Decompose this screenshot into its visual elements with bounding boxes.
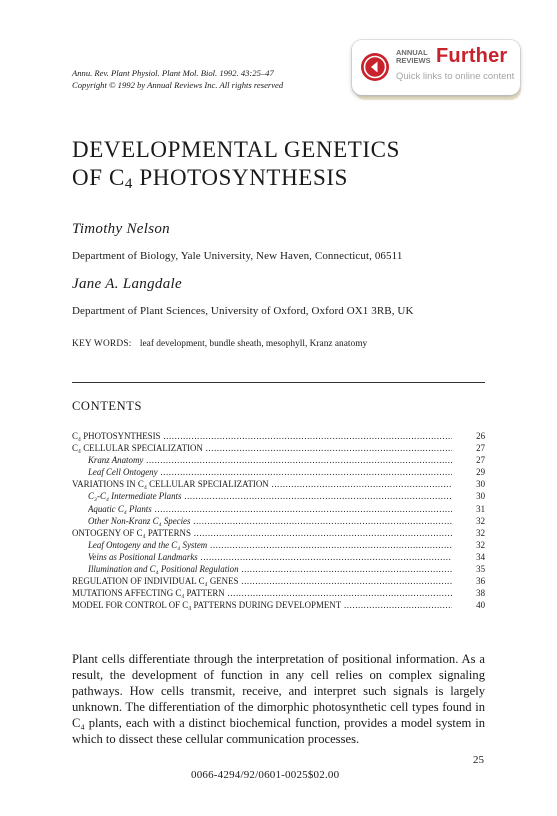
toc-entry[interactable] bbox=[72, 540, 485, 551]
toc-entry[interactable] bbox=[72, 491, 485, 502]
toc-entry[interactable] bbox=[72, 467, 485, 478]
toc-entry-page: 40 bbox=[476, 600, 485, 611]
toc-entry[interactable] bbox=[72, 576, 485, 587]
toc-entry[interactable] bbox=[72, 600, 485, 611]
toc-entry-page: 30 bbox=[476, 491, 485, 502]
toc-entry[interactable] bbox=[72, 455, 485, 466]
toc-entry[interactable] bbox=[72, 528, 485, 539]
title-subscript: 4 bbox=[124, 176, 134, 192]
toc-entry[interactable] bbox=[72, 564, 485, 575]
toc-entry-title: C₃-C₄ Intermediate Plants ..... bbox=[88, 491, 452, 502]
right-arrow-circle-icon bbox=[360, 52, 390, 82]
toc-entry[interactable] bbox=[72, 552, 485, 563]
author-name: Jane A. Langdale bbox=[72, 276, 182, 292]
banner-subtitle: Quick links to online content bbox=[396, 71, 515, 82]
toc-entry-page: 32 bbox=[476, 527, 485, 538]
author-affiliation: Department of Biology, Yale University, New Haven, Connecticut, 06511 bbox=[72, 250, 403, 262]
toc-entry[interactable] bbox=[72, 588, 485, 599]
keywords-label: KEY WORDS: bbox=[72, 339, 132, 349]
toc-entry-title: MODEL FOR CONTROL OF C₄ PATTERNS DURING DEVELOPMENT ..... bbox=[72, 600, 452, 611]
toc-entry-title: MUTATIONS AFFECTING C₄ PATTERN ..... bbox=[72, 588, 452, 599]
brand-line-2: REVIEWS bbox=[396, 56, 431, 65]
title-line-1: DEVELOPMENTAL GENETICS bbox=[72, 137, 401, 162]
contents-heading: CONTENTS bbox=[72, 399, 143, 413]
article-title bbox=[72, 136, 400, 198]
toc-entry-page: 31 bbox=[476, 503, 485, 514]
toc-entry-title: REGULATION OF INDIVIDUAL C₄ GENES ..... bbox=[72, 576, 452, 587]
toc-entry-title: Aquatic C₄ Plants ..... bbox=[88, 504, 452, 515]
toc-entry-page: 27 bbox=[476, 455, 485, 466]
toc-entry-title: Leaf Cell Ontogeny ..... bbox=[88, 467, 452, 478]
table-of-contents bbox=[72, 431, 485, 611]
toc-entry-title: ONTOGENY OF C₄ PATTERNS ..... bbox=[72, 528, 452, 539]
brand-line-1: ANNUAL bbox=[396, 48, 428, 57]
title-line-2-post: PHOTOSYNTHESIS bbox=[133, 165, 348, 190]
toc-entry[interactable] bbox=[72, 479, 485, 490]
title-line-2-pre: OF C bbox=[72, 165, 125, 190]
title-line-2 bbox=[72, 165, 348, 190]
toc-entry-page: 35 bbox=[476, 564, 485, 575]
page-number: 25 bbox=[473, 754, 484, 766]
journal-citation: Annu. Rev. Plant Physiol. Plant Mol. Biol. 1992. 43:25–47 bbox=[72, 68, 274, 78]
toc-entry-page: 30 bbox=[476, 479, 485, 490]
toc-entry-title: Illumination and C₄ Positional Regulation ..... bbox=[88, 564, 452, 575]
intro-paragraph: Plant cells differentiate through the interpretation of positional information. As a result, the development of function in any cell relies on complex signaling pathways. How cells transmit, receive, and interpret such signals is largely unknown. The differentiation of the dimorphic photosynthetic cell types found in C₄ plants, each with a distinct biochemical function, provides a model system in which to dissect these cellular communication processes. bbox=[72, 652, 485, 747]
toc-entry-title: Veins as Positional Landmarks ..... bbox=[88, 552, 452, 563]
toc-entry-title: C₄ CELLULAR SPECIALIZATION ..... bbox=[72, 443, 452, 454]
annual-reviews-logo bbox=[396, 49, 431, 65]
further-label: Further bbox=[436, 45, 508, 67]
toc-entry-page: 36 bbox=[476, 576, 485, 587]
toc-entry-page: 27 bbox=[476, 443, 485, 454]
footer-code: 0066-4294/92/0601-0025$02.00 bbox=[191, 769, 340, 781]
toc-entry-title: Other Non-Kranz C₄ Species ..... bbox=[88, 516, 452, 527]
keywords-value: leaf development, bundle sheath, mesophyll, Kranz anatomy bbox=[139, 339, 368, 349]
toc-entry-page: 32 bbox=[476, 539, 485, 550]
author-name: Timothy Nelson bbox=[72, 221, 170, 237]
further-banner[interactable] bbox=[352, 40, 520, 95]
toc-entry-title: Kranz Anatomy ..... bbox=[88, 455, 452, 466]
keywords-line bbox=[72, 339, 367, 349]
toc-entry-page: 32 bbox=[476, 515, 485, 526]
toc-entry-title: C₄ PHOTOSYNTHESIS ..... bbox=[72, 431, 452, 442]
journal-citation-block bbox=[72, 68, 283, 91]
toc-entry-page: 34 bbox=[476, 551, 485, 562]
toc-entry-page: 38 bbox=[476, 588, 485, 599]
toc-entry[interactable] bbox=[72, 431, 485, 442]
toc-entry-title: Leaf Ontogeny and the C₄ System ..... bbox=[88, 540, 452, 551]
copyright-line: Copyright © 1992 by Annual Reviews Inc. All rights reserved bbox=[72, 79, 284, 90]
toc-entry-page: 26 bbox=[476, 431, 485, 441]
toc-entry-title: VARIATIONS IN C₄ CELLULAR SPECIALIZATION ..... bbox=[72, 479, 452, 490]
toc-entry[interactable] bbox=[72, 443, 485, 454]
toc-entry[interactable] bbox=[72, 516, 485, 527]
toc-entry-page: 29 bbox=[476, 467, 485, 478]
toc-entry[interactable] bbox=[72, 504, 485, 515]
section-divider bbox=[72, 382, 485, 383]
author-affiliation: Department of Plant Sciences, University of Oxford, Oxford OX1 3RB, UK bbox=[72, 305, 414, 317]
